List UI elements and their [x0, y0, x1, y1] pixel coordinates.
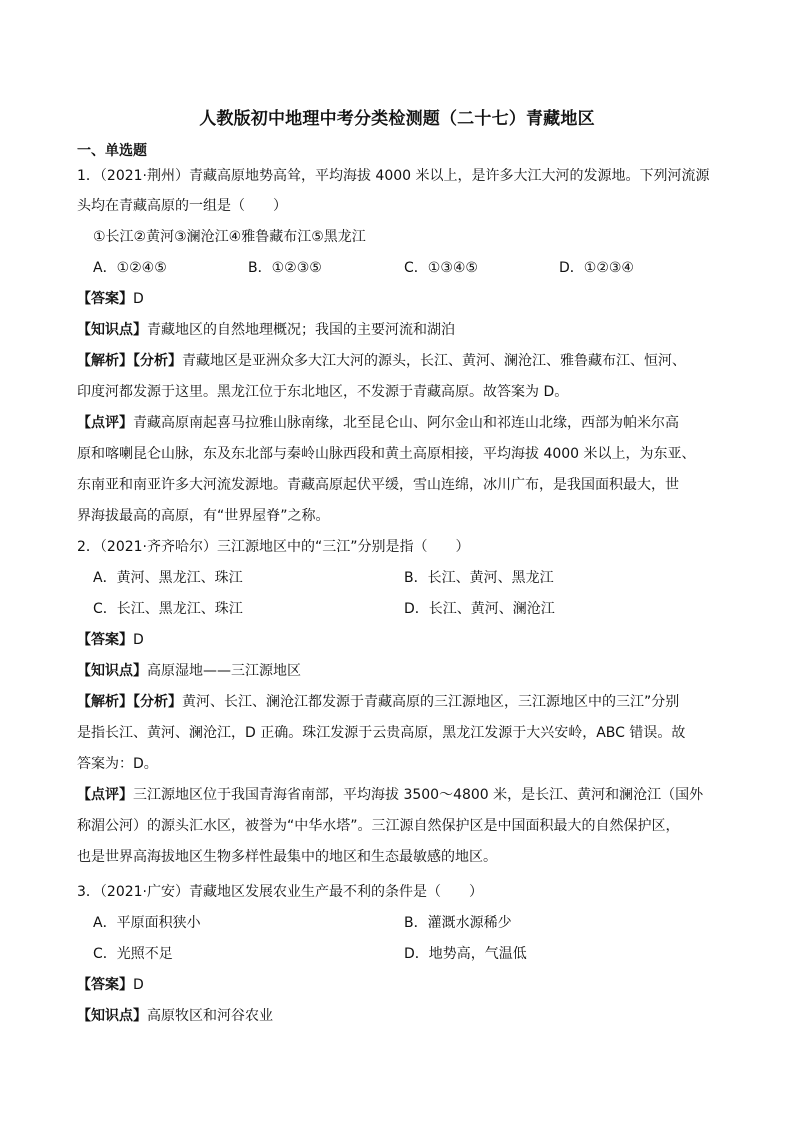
- q1-comment-line2: 原和喀喇昆仑山脉，东及东北部与秦岭山脉西段和黄土高原相接，平均海拔 4000 米以上，为东亚、: [77, 446, 696, 462]
- q1-comment-line3: 东南亚和南亚许多大河流发源地。青藏高原起伏平缓，雪山连绵，冰川广布，是我国面积最大，世: [77, 477, 679, 493]
- page-title: 人教版初中地理中考分类检测题（二十七）青藏地区: [199, 109, 595, 129]
- q1-items: ①长江②黄河③澜沧江④雅鲁藏布江⑤黑龙江: [93, 229, 366, 245]
- q2-option-b: B．长江、黄河、黑龙江: [404, 570, 554, 586]
- q2-option-c: C．长江、黑龙江、珠江: [93, 601, 243, 617]
- q2-answer-value: D: [133, 632, 144, 648]
- answer-tag: 【答案】: [77, 977, 133, 993]
- q1-comment-text1: 青藏高原南起喜马拉雅山脉南缘，北至昆仑山、阿尔金山和祁连山北缘，西部为帕米尔高: [133, 415, 679, 431]
- q1-option-b: B．①②③⑤: [248, 260, 322, 276]
- q1-comment-line1: [77, 413, 679, 433]
- q1-stem-line2: 头均在青藏高原的一组是（ ）: [77, 198, 287, 214]
- q2-comment-line1: [77, 785, 703, 805]
- q1-analysis-text1: 青藏地区是亚洲众多大江大河的源头，长江、黄河、澜沧江、雅鲁藏布江、恒河、: [182, 353, 686, 369]
- q1-knowledge-text: 青藏地区的自然地理概况；我国的主要河流和湖泊: [147, 322, 455, 338]
- analysis-tag: 【解析】: [77, 694, 133, 710]
- q3-option-c: C．光照不足: [93, 946, 173, 962]
- q2-stem: 2．（2021·齐齐哈尔）三江源地区中的“三江”分别是指（ ）: [77, 539, 470, 555]
- knowledge-tag: 【知识点】: [77, 322, 147, 338]
- analysis-tag: 【解析】: [77, 353, 133, 369]
- q2-analysis-line1: [77, 692, 679, 712]
- analysis-sub-tag: 【分析】: [133, 353, 182, 369]
- section-heading: 一、单选题: [77, 143, 147, 159]
- comment-tag: 【点评】: [77, 415, 133, 431]
- q3-option-b: B．灌溉水源稀少: [404, 915, 512, 931]
- q2-knowledge-text: 高原湿地——三江源地区: [147, 663, 301, 679]
- q1-comment-line4: 界海拔最高的高原，有“世界屋脊”之称。: [77, 508, 330, 524]
- q2-analysis-line2: 是指长江、黄河、澜沧江，D 正确。珠江发源于云贵高原，黑龙江发源于大兴安岭，ABC 错误。故: [77, 725, 686, 741]
- q2-answer: [77, 630, 144, 650]
- knowledge-tag: 【知识点】: [77, 1008, 147, 1024]
- comment-tag: 【点评】: [77, 787, 133, 803]
- q3-knowledge-text: 高原牧区和河谷农业: [147, 1008, 273, 1024]
- q2-option-d: D．长江、黄河、澜沧江: [404, 601, 555, 617]
- q1-knowledge: [77, 320, 455, 340]
- q1-analysis-line2: 印度河都发源于这里。黑龙江位于东北地区，不发源于青藏高原。故答案为 D。: [77, 384, 569, 400]
- q3-option-a: A．平原面积狭小: [93, 915, 201, 931]
- q1-stem-line1: 1．（2021·荆州）青藏高原地势高耸，平均海拔 4000 米以上，是许多大江大河的发源地。下列河流源: [77, 168, 710, 184]
- q1-option-a: A．①②④⑤: [93, 260, 167, 276]
- q2-comment-line2: 称湄公河）的源头汇水区，被誉为“中华水塔”。三江源自然保护区是中国面积最大的自然保护区，: [77, 818, 680, 834]
- q3-stem: 3．（2021·广安）青藏地区发展农业生产最不利的条件是（ ）: [77, 884, 483, 900]
- q1-option-d: D．①②③④: [559, 260, 634, 276]
- q1-answer-value: D: [133, 291, 144, 307]
- answer-tag: 【答案】: [77, 632, 133, 648]
- q2-analysis-text1: 黄河、长江、澜沧江都发源于青藏高原的三江源地区，三江源地区中的三江”分别: [182, 694, 680, 710]
- q1-option-c: C．①③④⑤: [404, 260, 478, 276]
- q2-option-a: A．黄河、黑龙江、珠江: [93, 570, 243, 586]
- analysis-sub-tag: 【分析】: [133, 694, 182, 710]
- q3-knowledge: [77, 1006, 273, 1026]
- q3-answer-value: D: [133, 977, 144, 993]
- q2-comment-text1: 三江源地区位于我国青海省南部，平均海拔 3500～4800 米，是长江、黄河和澜沧江（国外: [133, 787, 704, 803]
- q2-knowledge: [77, 661, 301, 681]
- q2-analysis-line3: 答案为：D。: [77, 756, 158, 772]
- q1-answer: [77, 289, 144, 309]
- knowledge-tag: 【知识点】: [77, 663, 147, 679]
- q1-analysis-line1: [77, 351, 686, 371]
- q2-comment-line3: 也是世界高海拔地区生物多样性最集中的地区和生态最敏感的地区。: [77, 849, 497, 865]
- answer-tag: 【答案】: [77, 291, 133, 307]
- q3-answer: [77, 975, 144, 995]
- q3-option-d: D．地势高，气温低: [404, 946, 527, 962]
